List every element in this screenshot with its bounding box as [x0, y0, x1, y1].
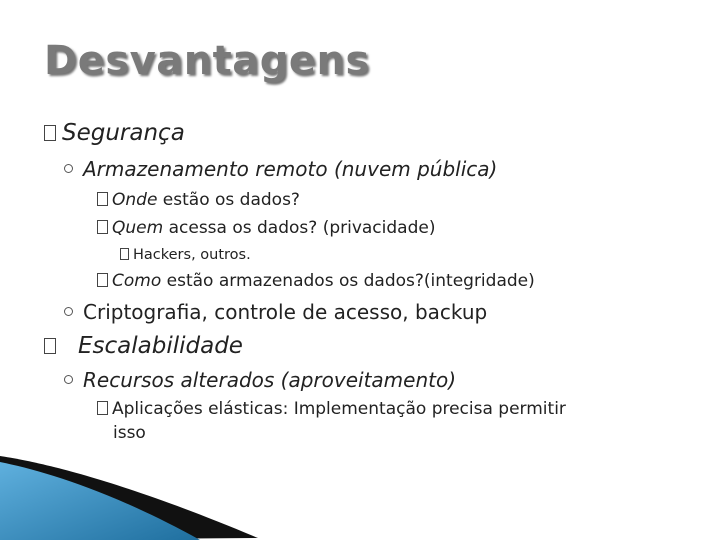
subitem-line1: Aplicações elásticas: Implementação precisa permitir [112, 399, 566, 419]
ring-bullet-icon [64, 164, 73, 173]
list-subitem [97, 190, 300, 210]
list-item [64, 300, 487, 324]
checkbox-bullet-icon [97, 192, 108, 206]
item-text: Recursos alterados (aproveitamento) [83, 368, 457, 392]
slide-title: Desvantagens [44, 38, 370, 84]
list-subitem [97, 218, 435, 238]
corner-decoration [0, 450, 260, 540]
subitem-lead: Quem [112, 218, 164, 238]
section-escalabilidade [44, 333, 243, 359]
section-segurança [44, 120, 185, 146]
ring-bullet-icon [64, 375, 73, 384]
section-label: Escalabilidade [78, 333, 243, 359]
item-text: Criptografia, controle de acesso, backup [83, 300, 488, 324]
subitem-lead: Onde [112, 190, 158, 210]
subitem-rest: acessa os dados? (privacidade) [163, 218, 436, 238]
checkbox-bullet-icon [44, 125, 56, 141]
checkbox-bullet-icon [97, 401, 108, 415]
checkbox-bullet-icon [44, 338, 56, 354]
list-subitem [120, 247, 251, 263]
list-item [64, 157, 497, 181]
list-subitem-continuation [113, 423, 146, 443]
section-label: Segurança [62, 120, 185, 146]
checkbox-bullet-icon [120, 248, 129, 260]
blue-swoosh-shape [0, 462, 200, 540]
list-subitem [97, 271, 535, 291]
subitem-line2: isso [113, 423, 146, 443]
subitem-rest: estão os dados? [157, 190, 300, 210]
list-subitem [97, 399, 566, 419]
subitem-rest: estão armazenados os dados?(integridade) [161, 271, 535, 291]
checkbox-bullet-icon [97, 220, 108, 234]
list-item [64, 368, 456, 392]
item-text: Armazenamento remoto (nuvem pública) [83, 157, 498, 181]
subitem-rest: Hackers, outros. [133, 247, 251, 263]
checkbox-bullet-icon [97, 273, 108, 287]
ring-bullet-icon [64, 307, 73, 316]
subitem-lead: Como [112, 271, 162, 291]
